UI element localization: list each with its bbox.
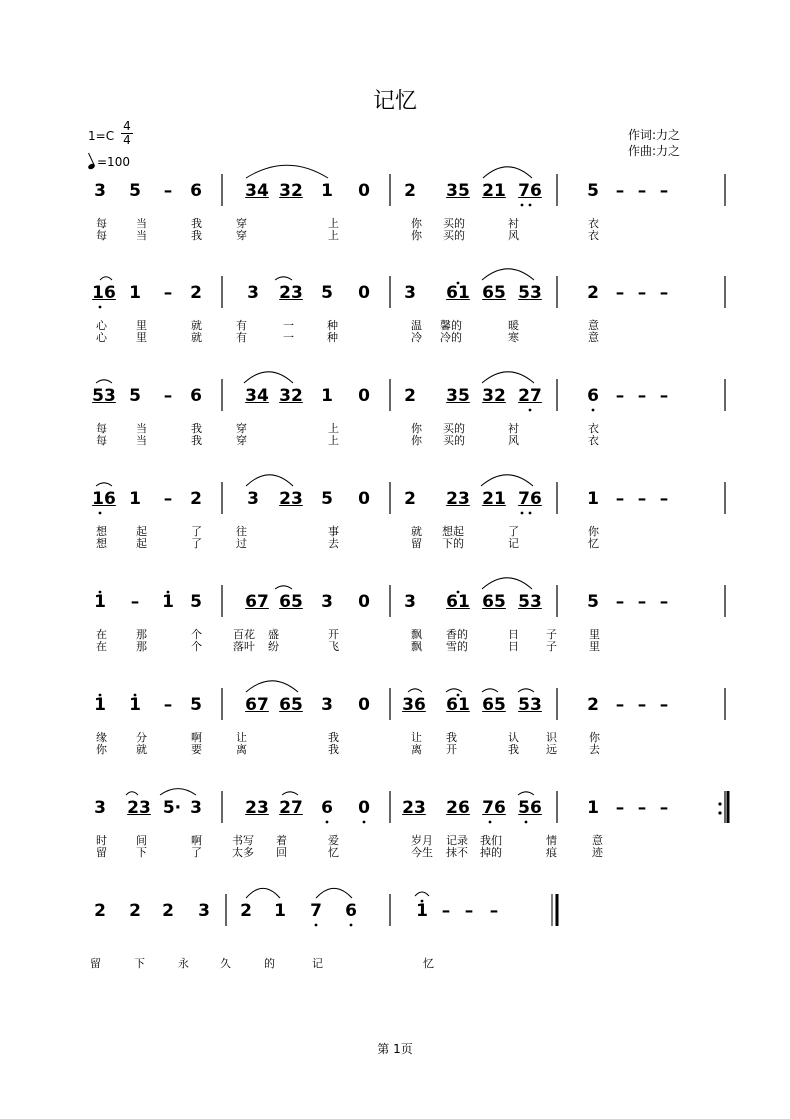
lyric-word: 衣 bbox=[588, 422, 599, 435]
note: 1 bbox=[129, 283, 141, 303]
lyric-word: 了 bbox=[508, 525, 519, 538]
note: 76 bbox=[518, 489, 542, 509]
lyric-word: 记 bbox=[508, 537, 519, 550]
lyric-word: 个 bbox=[191, 640, 202, 653]
lyric-word: 留 bbox=[411, 537, 422, 550]
lyric-word: 有 bbox=[236, 319, 247, 332]
note: 27 bbox=[279, 798, 303, 818]
dash: – bbox=[659, 283, 669, 303]
lyric-word: 子 bbox=[546, 628, 557, 641]
lyric-word: 你 bbox=[411, 217, 422, 230]
page-footer: 第 1页 bbox=[377, 1042, 413, 1056]
lyric-word: 去 bbox=[328, 537, 339, 550]
note: 5 bbox=[321, 489, 333, 509]
note: 6 bbox=[190, 181, 202, 201]
dash: – bbox=[615, 181, 625, 201]
lyric-word: 落叶 bbox=[233, 640, 255, 653]
lyric-word: 让 bbox=[411, 731, 422, 744]
lyric-word: 百花 bbox=[233, 628, 255, 641]
note: 32 bbox=[279, 386, 303, 406]
lyricist-credit: 作词:力之 bbox=[628, 128, 681, 142]
lyric-word: 一 bbox=[283, 331, 294, 344]
lyric-word: 留 bbox=[96, 846, 107, 859]
tempo-value: =100 bbox=[97, 155, 130, 169]
note: 2 bbox=[404, 386, 416, 406]
lyric-word: 要 bbox=[191, 743, 202, 756]
score-row bbox=[0, 379, 790, 499]
dash: – bbox=[637, 386, 647, 406]
lyric-word: 买的 bbox=[443, 434, 465, 447]
lyric-word: 意 bbox=[588, 319, 599, 332]
dash: – bbox=[163, 181, 173, 201]
lyric-word: 飞 bbox=[328, 640, 339, 653]
dash: – bbox=[659, 489, 669, 509]
note: 65 bbox=[279, 592, 303, 612]
lyric-word: 衣 bbox=[588, 434, 599, 447]
note: 6 bbox=[587, 386, 599, 406]
note: 0 bbox=[358, 283, 370, 303]
note: 2 bbox=[587, 695, 599, 715]
lyric-word: 里 bbox=[136, 331, 147, 344]
lyric-word: 开 bbox=[328, 628, 339, 641]
notation-line bbox=[0, 585, 790, 619]
dash: – bbox=[615, 798, 625, 818]
notation-line bbox=[0, 174, 790, 208]
lyric-word: 事 bbox=[328, 525, 339, 538]
dash: – bbox=[637, 798, 647, 818]
lyric-word: 买的 bbox=[443, 217, 465, 230]
notation-line bbox=[0, 379, 790, 413]
lyric-word: 了 bbox=[191, 537, 202, 550]
lyric-word: 间 bbox=[136, 834, 147, 847]
lyric-word: 意 bbox=[588, 331, 599, 344]
score-row bbox=[0, 276, 790, 396]
lyric-word: 上 bbox=[328, 434, 339, 447]
note: 36 bbox=[402, 695, 426, 715]
dash: – bbox=[637, 695, 647, 715]
note: 2 bbox=[190, 489, 202, 509]
lyric-word: 想起 bbox=[442, 525, 464, 538]
lyric-word: 啊 bbox=[191, 731, 202, 744]
lyric-word: 让 bbox=[236, 731, 247, 744]
lyric-word: 久 bbox=[220, 957, 231, 970]
note: 3 bbox=[321, 695, 333, 715]
lyric-word: 日 bbox=[508, 628, 519, 641]
lyric-word: 太多 bbox=[232, 846, 254, 859]
repeat-dot bbox=[718, 811, 721, 814]
note: 23 bbox=[127, 798, 151, 818]
note: 1 bbox=[94, 695, 106, 715]
note: 3 bbox=[247, 489, 259, 509]
lyric-word: 记 bbox=[312, 957, 323, 970]
lyric-word: 你 bbox=[411, 422, 422, 435]
lyric-word: 穿 bbox=[236, 434, 247, 447]
lyric-word: 有 bbox=[236, 331, 247, 344]
note: 3 bbox=[190, 798, 202, 818]
lyric-word: 里 bbox=[589, 640, 600, 653]
dash: – bbox=[489, 901, 499, 921]
lyric-word: 情 bbox=[546, 834, 557, 847]
note: 53 bbox=[518, 592, 542, 612]
lyric-word: 上 bbox=[328, 422, 339, 435]
lyric-word: 往 bbox=[236, 525, 247, 538]
lyric-word: 每 bbox=[96, 229, 107, 242]
note: 2 bbox=[404, 181, 416, 201]
note: 7 bbox=[310, 901, 322, 921]
lyric-word: 里 bbox=[589, 628, 600, 641]
note: 1 bbox=[587, 798, 599, 818]
lyric-word: 永 bbox=[178, 957, 189, 970]
lyric-word: 当 bbox=[136, 229, 147, 242]
lyric-word: 你 bbox=[411, 434, 422, 447]
note: 1 bbox=[321, 181, 333, 201]
lyric-word: 风 bbox=[508, 229, 519, 242]
score-row bbox=[0, 688, 790, 808]
lyric-word: 缘 bbox=[96, 731, 107, 744]
lyric-word: 心 bbox=[96, 331, 107, 344]
note: 1 bbox=[587, 489, 599, 509]
lyric-word: 下 bbox=[136, 846, 147, 859]
lyric-word: 每 bbox=[96, 434, 107, 447]
note: 23 bbox=[279, 283, 303, 303]
lyric-word: 我 bbox=[508, 743, 519, 756]
lyric-word: 雪的 bbox=[446, 640, 468, 653]
time-signature-bottom: 4 bbox=[123, 133, 131, 147]
note: 23 bbox=[402, 798, 426, 818]
lyric-word: 飘 bbox=[411, 640, 422, 653]
lyric-word: 当 bbox=[136, 434, 147, 447]
lyric-word: 馨的 bbox=[440, 319, 462, 332]
note: 3 bbox=[404, 592, 416, 612]
lyric-word: 上 bbox=[328, 217, 339, 230]
score-row bbox=[0, 482, 790, 602]
score-row bbox=[0, 894, 790, 1014]
lyric-word: 你 bbox=[588, 525, 599, 538]
lyric-word: 时 bbox=[96, 834, 107, 847]
note: 76 bbox=[482, 798, 506, 818]
note: 32 bbox=[482, 386, 506, 406]
lyric-word: 就 bbox=[191, 331, 202, 344]
lyric-word: 在 bbox=[96, 640, 107, 653]
lyric-word: 纷 bbox=[268, 640, 279, 653]
dash: – bbox=[659, 592, 669, 612]
dash: – bbox=[130, 592, 140, 612]
note: 65 bbox=[482, 592, 506, 612]
lyric-word: 抹不 bbox=[446, 846, 468, 859]
lyric-word: 那 bbox=[136, 640, 147, 653]
dash: – bbox=[163, 386, 173, 406]
note: 65 bbox=[279, 695, 303, 715]
lyric-word: 日 bbox=[508, 640, 519, 653]
lyric-word: 当 bbox=[136, 422, 147, 435]
dash: – bbox=[637, 489, 647, 509]
lyric-word: 起 bbox=[136, 537, 147, 550]
lyric-word: 忆 bbox=[423, 957, 434, 970]
dash: – bbox=[659, 386, 669, 406]
note: 6 bbox=[345, 901, 357, 921]
note: 2 bbox=[162, 901, 174, 921]
note: 1 bbox=[274, 901, 286, 921]
note: 53 bbox=[518, 695, 542, 715]
lyric-word: 着 bbox=[276, 834, 287, 847]
dash: – bbox=[615, 283, 625, 303]
lyric-word: 穿 bbox=[236, 217, 247, 230]
lyric-word: 种 bbox=[327, 319, 338, 332]
note: 6 bbox=[190, 386, 202, 406]
page-title: 记忆 bbox=[372, 89, 417, 114]
lyric-word: 个 bbox=[191, 628, 202, 641]
lyric-word: 穿 bbox=[236, 422, 247, 435]
note: 23 bbox=[446, 489, 470, 509]
lyric-word: 远 bbox=[546, 743, 557, 756]
lyric-word: 我 bbox=[446, 731, 457, 744]
time-signature-top: 4 bbox=[123, 119, 131, 133]
lyric-word: 冷 bbox=[411, 331, 422, 344]
lyric-word: 暖 bbox=[508, 319, 519, 332]
lyric-word: 迹 bbox=[592, 846, 603, 859]
lyric-word: 衣 bbox=[588, 217, 599, 230]
lyric-word: 记录 bbox=[446, 834, 468, 847]
note: 2 bbox=[240, 901, 252, 921]
lyric-word: 下 bbox=[134, 957, 145, 970]
dash: – bbox=[615, 695, 625, 715]
note: 61 bbox=[446, 695, 470, 715]
dash: – bbox=[659, 181, 669, 201]
lyric-word: 下的 bbox=[442, 537, 464, 550]
notation-graphics bbox=[0, 894, 790, 934]
lyric-word: 每 bbox=[96, 422, 107, 435]
lyric-word: 买的 bbox=[443, 422, 465, 435]
lyric-word: 每 bbox=[96, 217, 107, 230]
lyric-word: 在 bbox=[96, 628, 107, 641]
lyric-word: 那 bbox=[136, 628, 147, 641]
note: 26 bbox=[446, 798, 470, 818]
time-signature bbox=[120, 120, 134, 147]
lyric-word: 我 bbox=[191, 229, 202, 242]
lyric-word: 就 bbox=[191, 319, 202, 332]
lyric-word: 离 bbox=[411, 743, 422, 756]
note: 65 bbox=[482, 283, 506, 303]
dash: – bbox=[659, 798, 669, 818]
lyric-word: 了 bbox=[191, 846, 202, 859]
notation-line bbox=[0, 688, 790, 722]
lyric-word: 我 bbox=[191, 217, 202, 230]
note: 21 bbox=[482, 489, 506, 509]
lyric-word: 我 bbox=[328, 731, 339, 744]
lyric-word: 痕 bbox=[546, 846, 557, 859]
lyric-word: 识 bbox=[546, 731, 557, 744]
note: 1 bbox=[416, 901, 428, 921]
lyric-word: 种 bbox=[327, 331, 338, 344]
lyric-word: 今生 bbox=[411, 846, 433, 859]
lyric-word: 香的 bbox=[446, 628, 468, 641]
note: 67 bbox=[245, 695, 269, 715]
dash: – bbox=[615, 489, 625, 509]
credits bbox=[628, 127, 680, 159]
lyric-word: 就 bbox=[136, 743, 147, 756]
note: 1 bbox=[321, 386, 333, 406]
note: 27 bbox=[518, 386, 542, 406]
lyric-word: 子 bbox=[546, 640, 557, 653]
dash: – bbox=[659, 695, 669, 715]
note: 67 bbox=[245, 592, 269, 612]
lyric-word: 飘 bbox=[411, 628, 422, 641]
lyric-word: 开 bbox=[446, 743, 457, 756]
lyric-word: 意 bbox=[592, 834, 603, 847]
note: 0 bbox=[358, 798, 370, 818]
lyric-word: 去 bbox=[589, 743, 600, 756]
note: 16 bbox=[92, 283, 116, 303]
note: 16 bbox=[92, 489, 116, 509]
dash: – bbox=[163, 283, 173, 303]
note: 61 bbox=[446, 592, 470, 612]
key-signature: 1=C bbox=[88, 129, 115, 143]
note: 5 bbox=[587, 592, 599, 612]
lyric-word: 里 bbox=[136, 319, 147, 332]
lyric-word: 我 bbox=[328, 743, 339, 756]
dash: – bbox=[637, 283, 647, 303]
note: 76 bbox=[518, 181, 542, 201]
dash: – bbox=[615, 592, 625, 612]
dash: – bbox=[637, 181, 647, 201]
note: 3 bbox=[198, 901, 210, 921]
note: 2 bbox=[404, 489, 416, 509]
dash: – bbox=[441, 901, 451, 921]
note: 5 bbox=[190, 592, 202, 612]
lyric-word: 风 bbox=[508, 434, 519, 447]
lyric-word: 我 bbox=[191, 422, 202, 435]
lyric-word: 岁月 bbox=[411, 834, 433, 847]
note: 0 bbox=[358, 592, 370, 612]
note: 2 bbox=[587, 283, 599, 303]
note: 23 bbox=[279, 489, 303, 509]
lyric-word: 想 bbox=[96, 537, 107, 550]
lyric-word: 掉的 bbox=[480, 846, 502, 859]
composer-credit: 作曲:力之 bbox=[628, 144, 681, 158]
lyric-word: 书写 bbox=[232, 834, 254, 847]
note: 34 bbox=[245, 386, 269, 406]
lyric-word: 起 bbox=[136, 525, 147, 538]
note: 0 bbox=[358, 386, 370, 406]
lyric-word: 穿 bbox=[236, 229, 247, 242]
dash: – bbox=[637, 592, 647, 612]
lyric-word: 我们 bbox=[480, 834, 502, 847]
lyric-word: 过 bbox=[236, 537, 247, 550]
lyric-word: 你 bbox=[411, 229, 422, 242]
note: 32 bbox=[279, 181, 303, 201]
notation-line bbox=[0, 482, 790, 516]
lyric-word: 你 bbox=[96, 743, 107, 756]
lyric-word: 衣 bbox=[588, 229, 599, 242]
lyric-word: 啊 bbox=[191, 834, 202, 847]
score-row bbox=[0, 585, 790, 705]
lyric-word: 冷的 bbox=[440, 331, 462, 344]
score-row bbox=[0, 791, 790, 911]
note: 2 bbox=[94, 901, 106, 921]
note: 3 bbox=[247, 283, 259, 303]
lyric-word: 想 bbox=[96, 525, 107, 538]
note: 5 bbox=[587, 181, 599, 201]
note: 53 bbox=[518, 283, 542, 303]
note: 6 bbox=[321, 798, 333, 818]
lyric-word: 衬 bbox=[508, 217, 519, 230]
quarter-note-icon bbox=[87, 163, 95, 170]
note: 2 bbox=[129, 901, 141, 921]
lyric-word: 忆 bbox=[588, 537, 599, 550]
note: 34 bbox=[245, 181, 269, 201]
note: 35 bbox=[446, 181, 470, 201]
lyric-word: 分 bbox=[136, 731, 147, 744]
lyric-word: 买的 bbox=[443, 229, 465, 242]
lyric-word: 一 bbox=[283, 319, 294, 332]
note: 35 bbox=[446, 386, 470, 406]
lyric-word: 衬 bbox=[508, 422, 519, 435]
notation-line bbox=[0, 894, 790, 928]
note: 3 bbox=[404, 283, 416, 303]
note: 1 bbox=[162, 592, 174, 612]
lyric-word: 温 bbox=[411, 319, 422, 332]
notation-line bbox=[0, 276, 790, 310]
lyric-word: 上 bbox=[328, 229, 339, 242]
note: 2 bbox=[190, 283, 202, 303]
note: 0 bbox=[358, 695, 370, 715]
lyric-word: 留 bbox=[90, 957, 101, 970]
lyric-word: 当 bbox=[136, 217, 147, 230]
lyric-word: 离 bbox=[236, 743, 247, 756]
dash: – bbox=[464, 901, 474, 921]
lyric-word: 就 bbox=[411, 525, 422, 538]
note: 5· bbox=[162, 798, 182, 818]
note: 0 bbox=[358, 181, 370, 201]
note: 1 bbox=[129, 695, 141, 715]
notation-line bbox=[0, 791, 790, 825]
note: 1 bbox=[94, 592, 106, 612]
note: 0 bbox=[358, 489, 370, 509]
lyric-word: 爱 bbox=[328, 834, 339, 847]
note: 3 bbox=[94, 798, 106, 818]
note: 5 bbox=[321, 283, 333, 303]
lyric-word: 回 bbox=[276, 846, 287, 859]
note: 53 bbox=[92, 386, 116, 406]
lyric-word: 寒 bbox=[508, 331, 519, 344]
note: 61 bbox=[446, 283, 470, 303]
note: 3 bbox=[321, 592, 333, 612]
lyric-word: 我 bbox=[191, 434, 202, 447]
lyric-word: 了 bbox=[191, 525, 202, 538]
note: 5 bbox=[129, 386, 141, 406]
lyric-word: 你 bbox=[589, 731, 600, 744]
lyric-word: 的 bbox=[264, 957, 275, 970]
note: 3 bbox=[94, 181, 106, 201]
note: 5 bbox=[190, 695, 202, 715]
lyric-word: 认 bbox=[508, 731, 519, 744]
note: 56 bbox=[518, 798, 542, 818]
note: 23 bbox=[245, 798, 269, 818]
dash: – bbox=[163, 695, 173, 715]
repeat-dot bbox=[718, 802, 721, 805]
lyric-word: 盛 bbox=[268, 628, 279, 641]
lyric-word: 忆 bbox=[328, 846, 339, 859]
note: 1 bbox=[129, 489, 141, 509]
tempo-marking bbox=[88, 155, 130, 169]
dash: – bbox=[163, 489, 173, 509]
lyric-word: 心 bbox=[96, 319, 107, 332]
dash: – bbox=[615, 386, 625, 406]
note: 65 bbox=[482, 695, 506, 715]
note: 21 bbox=[482, 181, 506, 201]
note: 5 bbox=[129, 181, 141, 201]
